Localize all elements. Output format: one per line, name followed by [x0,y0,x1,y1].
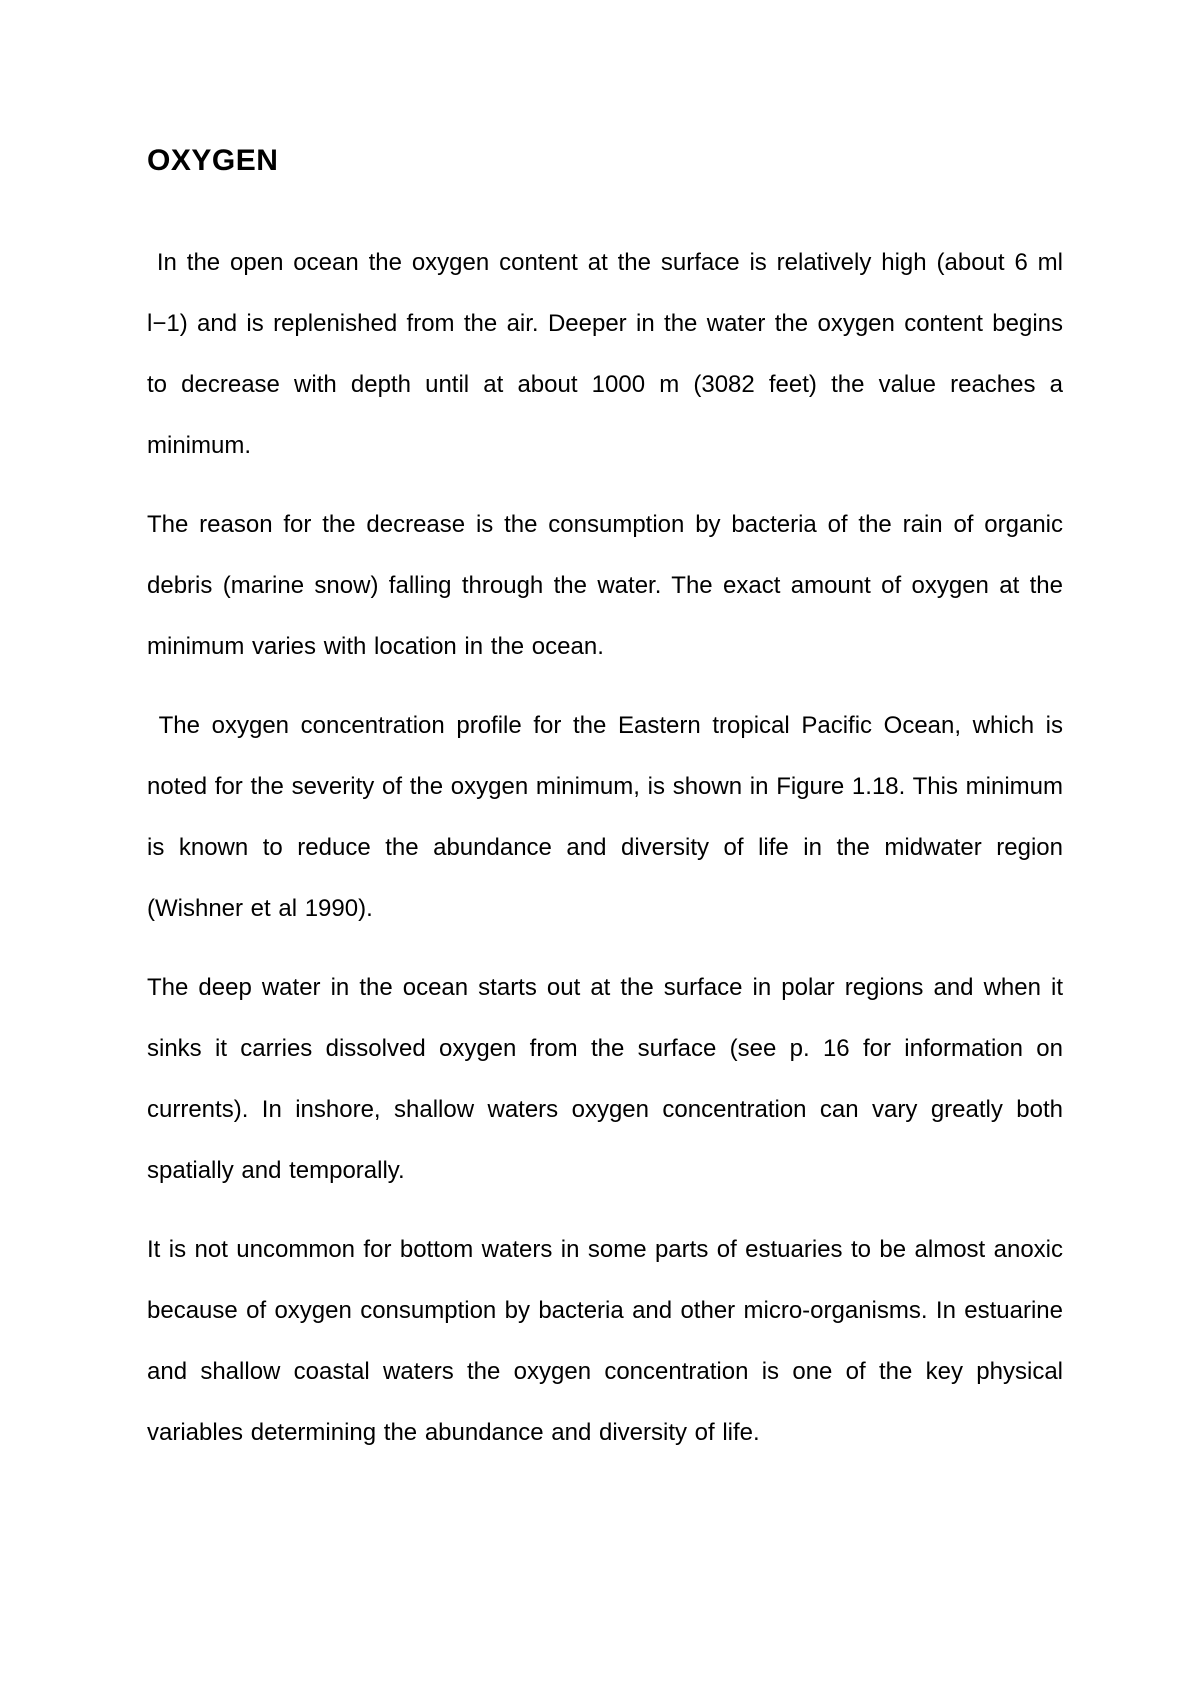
paragraph-pacific-profile: The oxygen concentration profile for the Eastern tropical Pacific Ocean, which is noted for the severity of the oxygen minimum, is shown in Figure 1.18. This minimum is known to reduce the abundance and diversity of life in the midwater region (Wishner et al 1990). [147,712,1064,922]
paragraph-deep-water: The deep water in the ocean starts out at the surface in polar regions and when it sinks it carries dissolved oxygen from the surface (see p. 16 for information on currents). In inshore, shallow waters oxygen concentration can vary greatly both spatially and temporally. [147,974,1063,1184]
paragraph-estuaries: It is not uncommon for bottom waters in some parts of estuaries to be almost anoxic because of oxygen consumption by bacteria and other micro-organisms. In estuarine and shallow coastal waters the oxygen concentration is one of the key physical variables determining the abundance and diversity of life. [147,1236,1063,1446]
page-title: OXYGEN [147,144,279,177]
paragraph-decrease-reason: The reason for the decrease is the consumption by bacteria of the rain of organic debris (marine snow) falling through the water. The exact amount of oxygen at the minimum varies with location in the ocean. [147,511,1063,660]
document-body [147,232,1063,1481]
paragraph-surface-oxygen: In the open ocean the oxygen content at the surface is relatively high (about 6 ml l−1) and is replenished from the air. Deeper in the water the oxygen content begins to decrease with depth until at about 1000 m (3082 feet) the value reaches a minimum. [147,249,1063,459]
